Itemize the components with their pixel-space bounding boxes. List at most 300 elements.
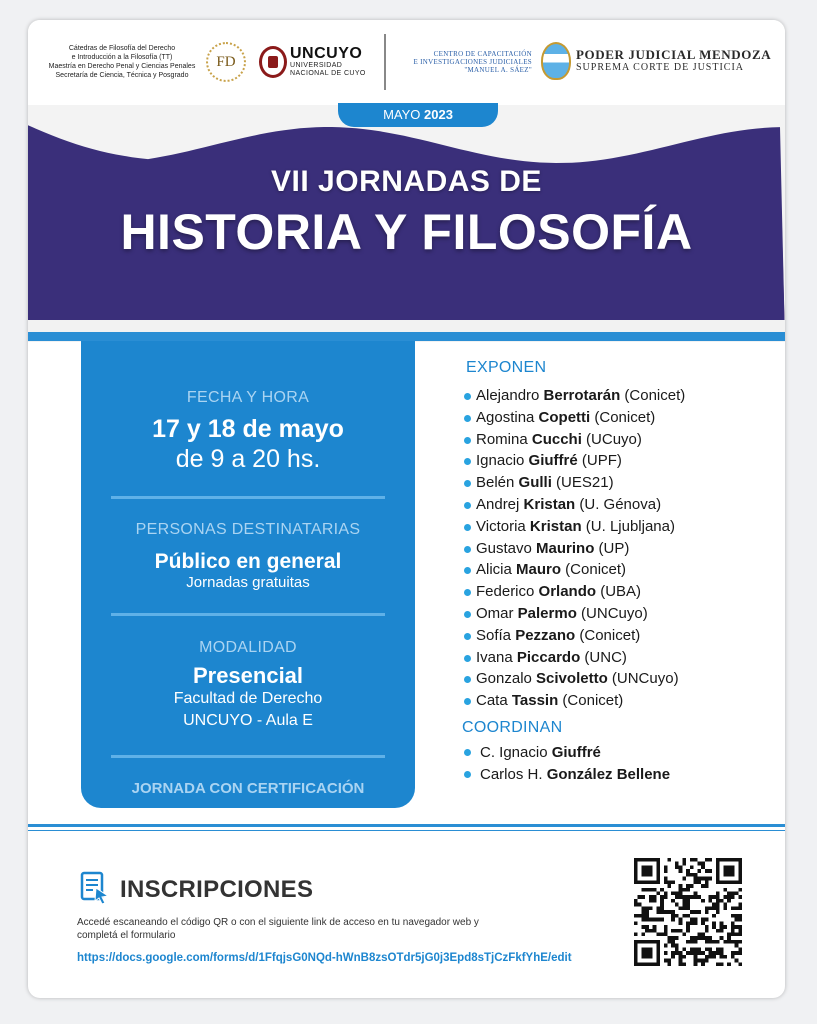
speaker-first-name: Gustavo — [476, 539, 537, 557]
bullet-icon — [464, 771, 471, 778]
qr-module — [727, 873, 731, 877]
uncuyo-logo — [290, 46, 366, 78]
qr-module — [705, 918, 709, 922]
qr-module — [649, 918, 653, 922]
qr-module — [664, 892, 668, 896]
qr-module — [705, 906, 709, 910]
qr-module — [716, 877, 720, 881]
speaker-institution: (Conicet) — [558, 692, 624, 710]
qr-module — [660, 918, 664, 922]
qr-module — [679, 865, 683, 869]
qr-module — [708, 936, 712, 940]
qr-module — [671, 951, 675, 955]
bullet-icon — [464, 502, 471, 509]
speaker-last-name: Gulli — [518, 474, 552, 492]
qr-module — [668, 880, 672, 884]
qr-module — [694, 962, 698, 966]
speaker-last-name: Pezzano — [515, 626, 576, 644]
qr-module — [656, 858, 660, 862]
centro-line: E INVESTIGACIONES JUDICIALES — [413, 58, 532, 66]
qr-module — [694, 955, 698, 959]
speaker-last-name: Kristan — [529, 517, 582, 535]
speaker-item — [464, 472, 774, 494]
speaker-item — [464, 581, 774, 603]
qr-module — [697, 895, 701, 899]
qr-module — [694, 936, 698, 940]
qr-module — [738, 918, 742, 922]
divider — [111, 496, 385, 499]
qr-module — [664, 880, 668, 884]
qr-module — [682, 947, 686, 951]
qr-module — [731, 858, 735, 862]
qr-module — [686, 884, 690, 888]
coordinator-item — [464, 742, 774, 764]
qr-module — [738, 951, 742, 955]
qr-module — [675, 944, 679, 948]
organizer-line: e Introducción a la Filosofía (TT) — [71, 54, 173, 61]
qr-module — [712, 955, 716, 959]
qr-module — [634, 903, 638, 907]
qr-module — [701, 884, 705, 888]
qr-module — [694, 892, 698, 896]
qr-module — [694, 895, 698, 899]
qr-module — [738, 903, 742, 907]
qr-module — [738, 862, 742, 866]
qr-module — [679, 884, 683, 888]
qr-module — [682, 862, 686, 866]
speaker-last-name: Giuffré — [528, 452, 578, 470]
qr-module — [738, 929, 742, 933]
qr-module — [641, 906, 645, 910]
audience-main: Público en general — [154, 550, 342, 573]
speaker-first-name: Sofía — [476, 626, 516, 644]
qr-module — [653, 918, 657, 922]
qr-module — [690, 921, 694, 925]
event-title-small: VII JORNADAS DE — [271, 165, 542, 198]
qr-module — [723, 869, 727, 873]
date-label: FECHA Y HORA — [186, 389, 310, 406]
qr-module — [649, 899, 653, 903]
audience-label: PERSONAS DESTINATARIAS — [135, 521, 361, 538]
qr-module — [679, 959, 683, 963]
speaker-first-name: Agostina — [476, 408, 539, 426]
qr-module — [716, 906, 720, 910]
uncuyo-seal-icon — [259, 46, 287, 78]
speaker-item — [464, 494, 774, 516]
qr-module — [634, 862, 638, 866]
qr-module — [690, 858, 694, 862]
qr-module — [694, 951, 698, 955]
qr-module — [641, 869, 645, 873]
qr-module — [638, 858, 642, 862]
speaker-institution: (U. Ljubljana) — [581, 517, 675, 535]
qr-module — [634, 921, 638, 925]
qr-module — [716, 929, 720, 933]
qr-module — [738, 906, 742, 910]
qr-module — [675, 895, 679, 899]
qr-module — [679, 906, 683, 910]
qr-module — [645, 888, 649, 892]
qr-module — [738, 895, 742, 899]
qr-module — [671, 880, 675, 884]
speaker-item — [464, 516, 774, 538]
qr-module — [645, 962, 649, 966]
qr-module — [664, 869, 668, 873]
qr-module — [701, 899, 705, 903]
qr-module — [738, 877, 742, 881]
qr-module — [697, 947, 701, 951]
qr-module — [634, 947, 638, 951]
qr-module — [735, 925, 739, 929]
qr-module — [675, 947, 679, 951]
qr-module — [668, 959, 672, 963]
qr-module — [641, 925, 645, 929]
uncuyo-name: UNCUYO — [290, 45, 363, 62]
qr-module — [716, 940, 720, 944]
qr-module — [723, 865, 727, 869]
speaker-institution: (UP) — [594, 539, 630, 557]
qr-module — [679, 929, 683, 933]
qr-module — [705, 880, 709, 884]
qr-module — [660, 895, 664, 899]
qr-module — [649, 940, 653, 944]
qr-module — [708, 940, 712, 944]
qr-module — [675, 903, 679, 907]
qr-module — [682, 955, 686, 959]
mendoza-seal-icon — [541, 42, 571, 80]
qr-module — [682, 932, 686, 936]
qr-module — [712, 925, 716, 929]
qr-module — [731, 873, 735, 877]
qr-module — [641, 932, 645, 936]
qr-module — [649, 895, 653, 899]
qr-module — [727, 895, 731, 899]
qr-module — [716, 895, 720, 899]
qr-module — [690, 873, 694, 877]
qr-module — [716, 869, 720, 873]
qr-module — [634, 869, 638, 873]
qr-module — [690, 936, 694, 940]
qr-module — [653, 880, 657, 884]
bullet-icon — [464, 655, 471, 662]
qr-module — [634, 962, 638, 966]
qr-module — [671, 929, 675, 933]
qr-module — [653, 962, 657, 966]
qr-module — [690, 895, 694, 899]
qr-module — [723, 906, 727, 910]
qr-module — [660, 899, 664, 903]
qr-module — [690, 865, 694, 869]
qr-module — [682, 895, 686, 899]
qr-module — [653, 858, 657, 862]
speaker-first-name: Cata — [476, 692, 512, 710]
speaker-item — [464, 603, 774, 625]
speaker-institution: (Conicet) — [575, 626, 641, 644]
qr-module — [641, 873, 645, 877]
speaker-institution: (UNC) — [580, 648, 627, 666]
bullet-icon — [464, 415, 471, 422]
qr-module — [645, 925, 649, 929]
bullet-icon — [464, 480, 471, 487]
qr-module — [723, 925, 727, 929]
qr-module — [634, 880, 638, 884]
organizer-line: Cátedras de Filosofía del Derecho — [68, 45, 176, 52]
divider — [111, 755, 385, 758]
qr-module — [694, 858, 698, 862]
qr-module — [694, 921, 698, 925]
qr-module — [720, 880, 724, 884]
qr-module — [701, 921, 705, 925]
date-tab — [338, 103, 498, 127]
qr-module — [690, 947, 694, 951]
qr-module — [701, 862, 705, 866]
qr-module — [686, 951, 690, 955]
qr-module — [682, 914, 686, 918]
qr-module — [738, 869, 742, 873]
qr-module — [634, 955, 638, 959]
mode-venue: Facultad de Derecho — [173, 690, 323, 707]
qr-module — [720, 899, 724, 903]
qr-module — [708, 955, 712, 959]
footer-divider — [28, 824, 785, 827]
qr-module — [634, 865, 638, 869]
qr-module — [634, 959, 638, 963]
qr-module — [727, 880, 731, 884]
speaker-item — [464, 625, 774, 647]
qr-module — [649, 880, 653, 884]
qr-module — [735, 892, 739, 896]
qr-code[interactable] — [634, 858, 742, 966]
speaker-institution: (UPF) — [577, 452, 622, 470]
qr-module — [731, 892, 735, 896]
qr-module — [723, 873, 727, 877]
qr-module — [708, 869, 712, 873]
qr-module — [712, 940, 716, 944]
bullet-icon — [464, 676, 471, 683]
qr-module — [641, 955, 645, 959]
qr-module — [708, 858, 712, 862]
qr-module — [656, 944, 660, 948]
qr-module — [735, 880, 739, 884]
speaker-last-name: Kristan — [523, 495, 576, 513]
qr-module — [735, 918, 739, 922]
speakers-heading: EXPONEN — [466, 359, 547, 376]
qr-module — [697, 936, 701, 940]
qr-module — [735, 906, 739, 910]
qr-module — [716, 865, 720, 869]
qr-module — [660, 906, 664, 910]
qr-module — [671, 910, 675, 914]
speakers-list — [464, 385, 774, 712]
bullet-icon — [464, 546, 471, 553]
qr-module — [716, 858, 720, 862]
qr-module — [645, 929, 649, 933]
qr-module — [660, 888, 664, 892]
qr-module — [738, 940, 742, 944]
qr-module — [675, 914, 679, 918]
qr-module — [731, 951, 735, 955]
qr-module — [712, 921, 716, 925]
qr-module — [634, 914, 638, 918]
qr-module — [641, 888, 645, 892]
qr-module — [671, 914, 675, 918]
organizer-line: Maestría en Derecho Penal y Ciencias Penales — [48, 63, 196, 70]
qr-module — [708, 947, 712, 951]
qr-module — [682, 962, 686, 966]
qr-module — [653, 940, 657, 944]
qr-module — [712, 895, 716, 899]
qr-module — [705, 884, 709, 888]
qr-module — [738, 925, 742, 929]
qr-module — [712, 914, 716, 918]
qr-module — [645, 869, 649, 873]
qr-module — [731, 940, 735, 944]
qr-module — [690, 918, 694, 922]
qr-module — [708, 951, 712, 955]
qr-module — [701, 932, 705, 936]
mode-room: UNCUYO - Aula E — [183, 712, 313, 729]
speaker-institution: (UNCuyo) — [607, 670, 679, 688]
qr-module — [675, 862, 679, 866]
speaker-first-name: Omar — [476, 604, 518, 622]
qr-module — [682, 858, 686, 862]
qr-module — [716, 862, 720, 866]
organizer-text — [40, 44, 204, 80]
qr-module — [697, 880, 701, 884]
qr-module — [656, 947, 660, 951]
centro-line: CENTRO DE CAPACITACIÓN — [433, 50, 532, 58]
poder-judicial-logo — [576, 47, 771, 74]
pj-subtitle: SUPREMA CORTE DE JUSTICIA — [576, 62, 745, 73]
qr-module — [656, 869, 660, 873]
qr-module — [679, 955, 683, 959]
registration-instructions: Accedé escaneando el código QR o con el siguiente link de acceso en tu navegador web y completá el formulario — [77, 917, 479, 941]
qr-module — [738, 880, 742, 884]
speaker-institution: (Conicet) — [590, 408, 656, 426]
qr-module — [727, 858, 731, 862]
qr-module — [731, 869, 735, 873]
uncuyo-sub: NACIONAL DE CUYO — [290, 70, 366, 77]
qr-module — [697, 951, 701, 955]
qr-module — [671, 892, 675, 896]
speaker-first-name: Alejandro — [476, 387, 544, 404]
qr-module — [682, 903, 686, 907]
qr-module — [701, 936, 705, 940]
registration-link[interactable]: https://docs.google.com/forms/d/1FfqjsG0NQd-hWnB8zsOTdr5jG0j3Epd8sTjCzFkfYhE/edit — [77, 952, 572, 964]
qr-module — [705, 947, 709, 951]
speaker-last-name: Copetti — [538, 408, 591, 426]
qr-module — [686, 895, 690, 899]
qr-module — [731, 906, 735, 910]
qr-module — [656, 955, 660, 959]
qr-module — [723, 955, 727, 959]
speaker-last-name: Mauro — [516, 561, 562, 579]
qr-module — [675, 951, 679, 955]
qr-module — [697, 877, 701, 881]
uncuyo-sub: UNIVERSIDAD — [290, 62, 343, 69]
qr-module — [671, 936, 675, 940]
qr-module — [686, 906, 690, 910]
qr-module — [723, 895, 727, 899]
qr-module — [723, 940, 727, 944]
qr-module — [675, 936, 679, 940]
qr-module — [731, 921, 735, 925]
qr-module — [727, 940, 731, 944]
qr-module — [731, 929, 735, 933]
qr-module — [664, 895, 668, 899]
qr-module — [690, 884, 694, 888]
coordinators-list — [464, 742, 774, 786]
qr-module — [649, 858, 653, 862]
qr-module — [701, 951, 705, 955]
speaker-last-name: Maurino — [536, 539, 595, 557]
audience-sub: Jornadas gratuitas — [186, 574, 310, 591]
header — [28, 20, 785, 105]
qr-module — [682, 899, 686, 903]
qr-module — [735, 858, 739, 862]
qr-module — [686, 869, 690, 873]
qr-module — [656, 918, 660, 922]
qr-module — [671, 918, 675, 922]
qr-module — [686, 929, 690, 933]
mode-main: Presencial — [192, 663, 304, 688]
speaker-institution: (U. Génova) — [575, 495, 662, 513]
qr-module — [705, 936, 709, 940]
qr-module — [727, 869, 731, 873]
qr-module — [720, 858, 724, 862]
qr-module — [708, 895, 712, 899]
qr-module — [668, 940, 672, 944]
qr-module — [645, 951, 649, 955]
qr-module — [638, 962, 642, 966]
centro-capacitacion-text — [404, 50, 532, 74]
qr-module — [720, 936, 724, 940]
qr-module — [731, 865, 735, 869]
qr-module — [738, 932, 742, 936]
qr-module — [656, 877, 660, 881]
qr-module — [694, 918, 698, 922]
qr-module — [727, 936, 731, 940]
qr-module — [731, 932, 735, 936]
qr-module — [664, 925, 668, 929]
qr-module — [649, 888, 653, 892]
qr-module — [727, 962, 731, 966]
speaker-last-name: Palermo — [517, 604, 577, 622]
qr-module — [664, 910, 668, 914]
qr-module — [738, 865, 742, 869]
qr-module — [679, 869, 683, 873]
bullet-icon — [464, 698, 471, 705]
qr-module — [690, 951, 694, 955]
qr-module — [697, 869, 701, 873]
qr-module — [649, 962, 653, 966]
qr-module — [649, 906, 653, 910]
qr-module — [686, 888, 690, 892]
qr-module — [656, 932, 660, 936]
qr-module — [727, 899, 731, 903]
qr-module — [653, 895, 657, 899]
qr-module — [716, 962, 720, 966]
qr-module — [694, 880, 698, 884]
qr-module — [656, 910, 660, 914]
qr-module — [649, 929, 653, 933]
qr-module — [727, 892, 731, 896]
qr-module — [649, 865, 653, 869]
qr-module — [716, 892, 720, 896]
qr-module — [705, 929, 709, 933]
speaker-last-name: Cucchi — [531, 430, 582, 448]
coordinator-last-name: Giuffré — [551, 744, 601, 761]
